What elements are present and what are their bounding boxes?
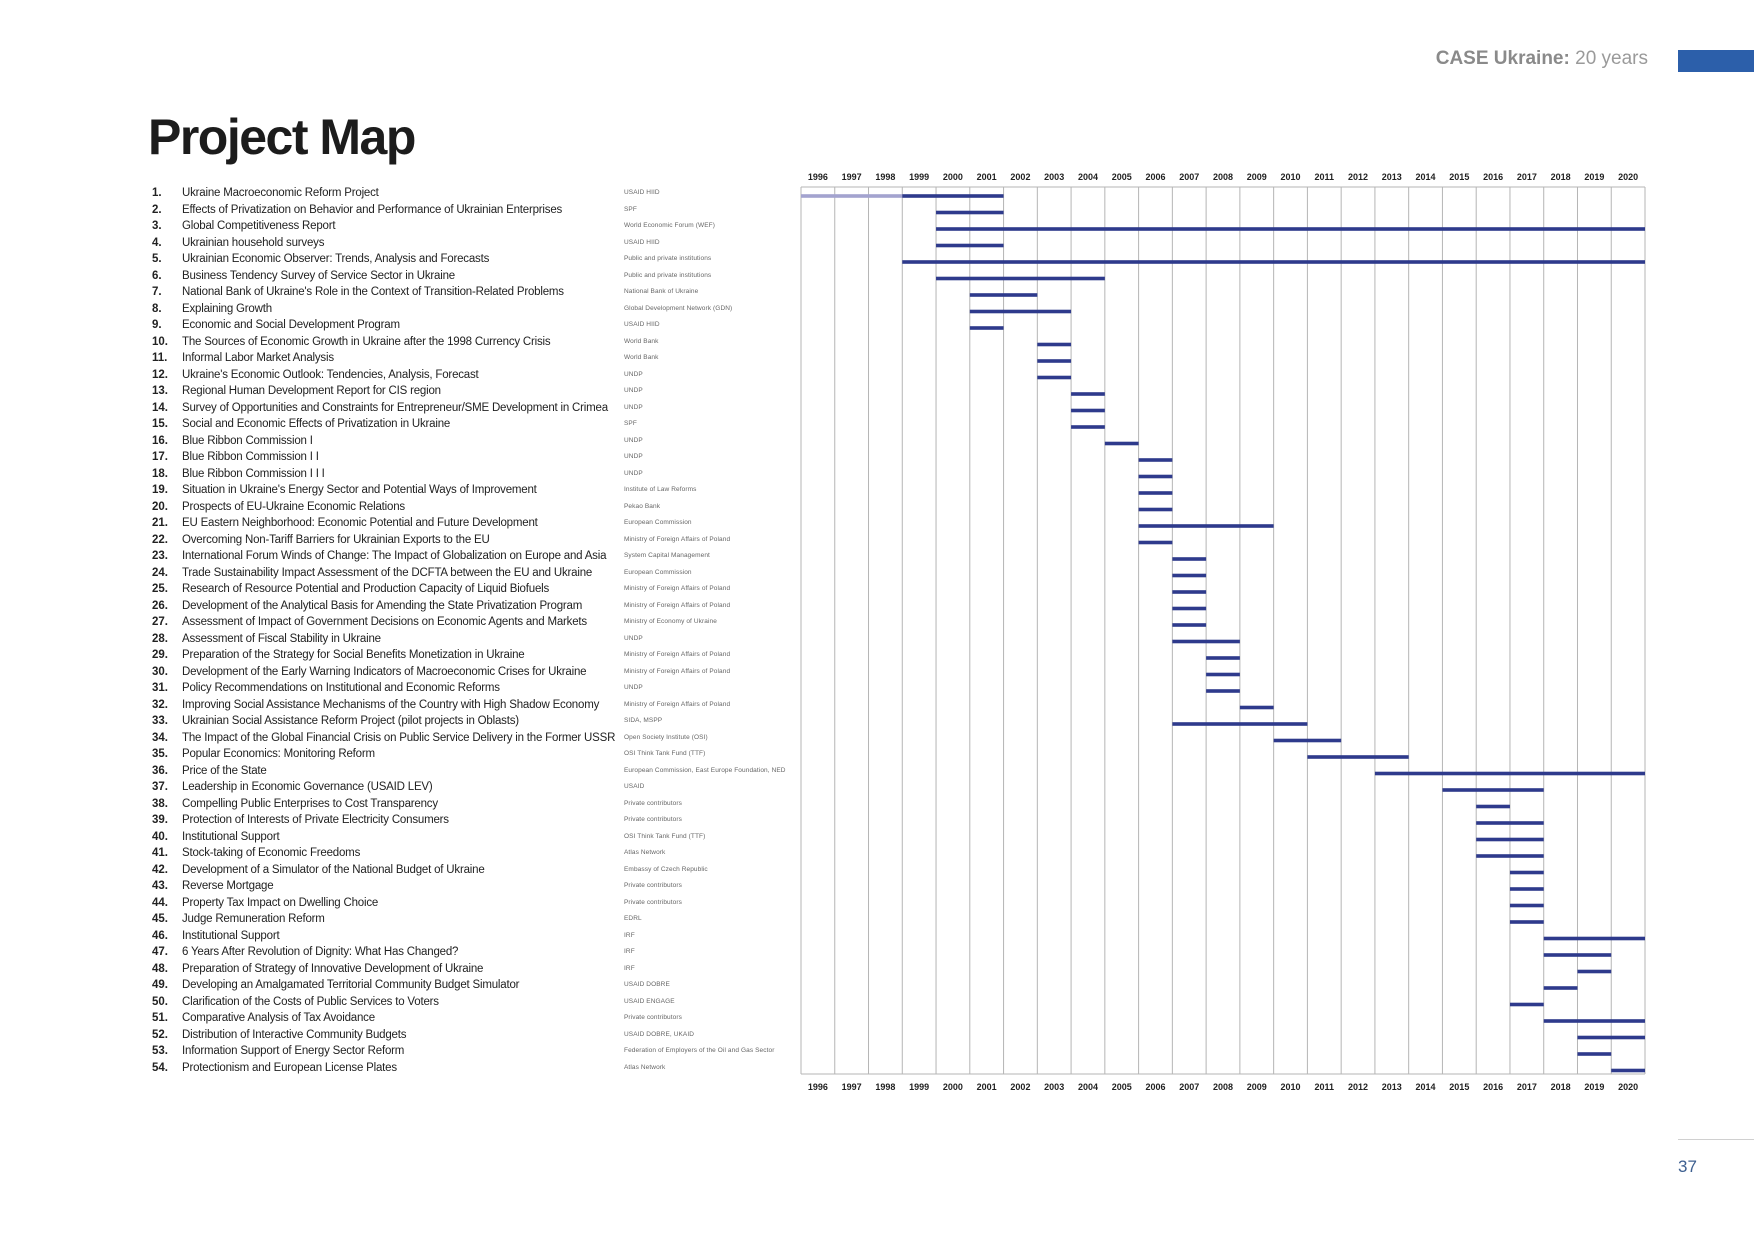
project-name: Protection of Interests of Private Electricity Consumers bbox=[182, 814, 449, 826]
gantt-bar bbox=[1375, 772, 1645, 776]
gantt-bar bbox=[1510, 1003, 1544, 1007]
project-number: 42. bbox=[152, 863, 168, 876]
project-funder: Ministry of Economy of Ukraine bbox=[624, 618, 717, 625]
project-funder: Federation of Employers of the Oil and Gas Sector bbox=[624, 1047, 775, 1054]
project-name: Protectionism and European License Plates bbox=[182, 1061, 397, 1074]
project-name: Research of Resource Potential and Production Capacity of Liquid Biofuels bbox=[182, 583, 550, 595]
project-name: Preparation of Strategy of Innovative Development of Ukraine bbox=[182, 962, 484, 975]
project-name: National Bank of Ukraine's Role in the Context of Transition-Related Problems bbox=[182, 286, 564, 298]
project-funder: European Commission bbox=[624, 568, 692, 576]
project-number: 5. bbox=[152, 253, 162, 265]
project-funder: Ministry of Foreign Affairs of Poland bbox=[624, 651, 731, 658]
project-number: 50. bbox=[152, 995, 168, 1008]
year-label-bottom: 1996 bbox=[807, 1082, 828, 1092]
project-funder: Private contributors bbox=[624, 816, 682, 823]
project-number: 16. bbox=[152, 434, 168, 447]
project-name: Prospects of EU-Ukraine Economic Relations bbox=[182, 500, 405, 513]
project-name: Overcoming Non-Tariff Barriers for Ukrainian Exports to the EU bbox=[182, 533, 490, 546]
year-label-top: 2013 bbox=[1381, 172, 1402, 182]
project-number: 34. bbox=[152, 731, 168, 744]
project-number: 28. bbox=[152, 632, 168, 645]
project-number: 29. bbox=[152, 649, 168, 661]
project-name: Trade Sustainability Impact Assessment of the DCFTA between the EU and Ukraine bbox=[182, 566, 593, 579]
year-label-top: 2010 bbox=[1280, 172, 1301, 182]
project-name: Policy Recommendations on Institutional and Economic Reforms bbox=[182, 682, 500, 694]
gantt-bar bbox=[1476, 821, 1544, 825]
year-label-top: 2005 bbox=[1111, 172, 1132, 182]
gantt-bar bbox=[1476, 805, 1510, 809]
year-label-top: 2004 bbox=[1077, 172, 1098, 182]
project-number: 24. bbox=[152, 566, 168, 579]
project-number: 17. bbox=[152, 451, 168, 463]
project-name: Business Tendency Survey of Service Sector in Ukraine bbox=[182, 269, 455, 282]
gantt-bar bbox=[1071, 425, 1105, 429]
gantt-bar bbox=[1037, 343, 1071, 347]
project-funder: OSI Think Tank Fund (TTF) bbox=[624, 750, 706, 757]
project-funder: World Economic Forum (WEF) bbox=[624, 222, 715, 229]
gantt-bar bbox=[902, 260, 1645, 264]
project-name: Development of the Early Warning Indicators of Macroeconomic Crises for Ukraine bbox=[182, 665, 587, 678]
project-name: EU Eastern Neighborhood: Economic Potential and Future Development bbox=[182, 517, 538, 529]
project-funder: SPF bbox=[624, 420, 637, 427]
project-funder: Embassy of Czech Republic bbox=[624, 865, 708, 873]
project-name: Informal Labor Market Analysis bbox=[182, 352, 334, 364]
project-number: 15. bbox=[152, 418, 168, 430]
project-name: Leadership in Economic Governance (USAID LEV) bbox=[182, 781, 433, 793]
project-funder: SIDA, MSPP bbox=[624, 717, 663, 724]
project-number: 45. bbox=[152, 913, 168, 925]
gantt-bar bbox=[1139, 524, 1274, 528]
project-name: Preparation of the Strategy for Social Benefits Monetization in Ukraine bbox=[182, 649, 525, 661]
year-label-top: 2008 bbox=[1212, 172, 1234, 182]
project-funder: European Commission, East Europe Foundation, NED bbox=[624, 766, 786, 774]
project-number: 38. bbox=[152, 797, 168, 810]
project-funder: World Bank bbox=[624, 354, 659, 361]
year-label-top: 2003 bbox=[1044, 172, 1065, 182]
project-funder: Private contributors bbox=[624, 898, 682, 906]
gantt-bar bbox=[1037, 359, 1071, 363]
gantt-bar bbox=[1510, 887, 1544, 891]
project-number: 36. bbox=[152, 764, 168, 777]
year-label-top: 2009 bbox=[1246, 172, 1267, 182]
project-funder: UNDP bbox=[624, 634, 643, 642]
project-funder: EDRL bbox=[624, 915, 642, 922]
gantt-bar bbox=[1442, 788, 1543, 792]
year-label-bottom: 2015 bbox=[1449, 1082, 1470, 1092]
project-number: 27. bbox=[152, 616, 168, 628]
gantt-bar-early bbox=[801, 194, 902, 198]
gantt-bar bbox=[1139, 458, 1173, 462]
project-funder: UNDP bbox=[624, 370, 643, 378]
project-number: 3. bbox=[152, 220, 162, 232]
project-name: Compelling Public Enterprises to Cost Transparency bbox=[182, 797, 438, 810]
project-funder: System Capital Management bbox=[624, 552, 710, 559]
gantt-bar bbox=[1240, 706, 1274, 710]
project-name: Clarification of the Costs of Public Services to Voters bbox=[182, 995, 439, 1008]
year-label-top: 2020 bbox=[1618, 172, 1639, 182]
gantt-bar bbox=[1544, 1019, 1645, 1023]
year-label-top: 1998 bbox=[875, 172, 896, 182]
gantt-bar bbox=[1172, 557, 1206, 561]
gantt-bar bbox=[1172, 722, 1307, 726]
project-number: 22. bbox=[152, 533, 168, 546]
year-label-bottom: 2000 bbox=[942, 1082, 963, 1092]
project-funder: Ministry of Foreign Affairs of Poland bbox=[624, 601, 731, 609]
project-number: 52. bbox=[152, 1028, 168, 1041]
year-label-bottom: 2013 bbox=[1381, 1082, 1402, 1092]
project-number: 35. bbox=[152, 748, 168, 760]
project-funder: Atlas Network bbox=[624, 1063, 666, 1071]
gantt-bar bbox=[1577, 1036, 1645, 1040]
gantt-bar bbox=[1544, 986, 1578, 990]
year-label-bottom: 2003 bbox=[1044, 1082, 1065, 1092]
gantt-bar bbox=[1037, 376, 1071, 380]
gantt-bar bbox=[1307, 755, 1408, 759]
gantt-bar bbox=[1476, 838, 1544, 842]
gantt-bar bbox=[970, 310, 1071, 314]
project-number: 54. bbox=[152, 1061, 168, 1074]
year-label-bottom: 2019 bbox=[1584, 1082, 1605, 1092]
gantt-bar bbox=[936, 277, 1105, 281]
project-funder: USAID HIID bbox=[624, 238, 660, 246]
project-number: 41. bbox=[152, 847, 168, 859]
project-name: Blue Ribbon Commission I bbox=[182, 434, 313, 447]
project-funder: IRF bbox=[624, 964, 635, 972]
project-number: 14. bbox=[152, 401, 168, 414]
project-name: Survey of Opportunities and Constraints for Entrepreneur/SME Development in Crimea bbox=[182, 401, 608, 414]
gantt-bar bbox=[1172, 574, 1206, 578]
project-funder: National Bank of Ukraine bbox=[624, 288, 699, 295]
project-number: 21. bbox=[152, 517, 168, 529]
project-number: 32. bbox=[152, 698, 168, 711]
project-funder: Private contributors bbox=[624, 1014, 682, 1021]
project-funder: Ministry of Foreign Affairs of Poland bbox=[624, 585, 731, 592]
project-number: 30. bbox=[152, 665, 168, 678]
year-label-top: 2006 bbox=[1145, 172, 1166, 182]
project-name: Distribution of Interactive Community Budgets bbox=[182, 1028, 407, 1041]
year-label-top: 2014 bbox=[1415, 172, 1436, 182]
project-name: Development of a Simulator of the National Budget of Ukraine bbox=[182, 863, 485, 876]
project-funder: UNDP bbox=[624, 453, 643, 460]
gantt-bar bbox=[1206, 689, 1240, 693]
gantt-bar bbox=[1206, 656, 1240, 660]
gantt-bar bbox=[1611, 1069, 1645, 1073]
project-name: Developing an Amalgamated Territorial Community Budget Simulator bbox=[182, 979, 520, 991]
project-name: Global Competitiveness Report bbox=[182, 220, 336, 232]
project-funder: UNDP bbox=[624, 436, 643, 444]
project-funder: USAID ENGAGE bbox=[624, 997, 675, 1005]
project-name: International Forum Winds of Change: The Impact of Globalization on Europe and Asia bbox=[182, 550, 607, 562]
project-number: 4. bbox=[152, 236, 162, 249]
year-label-bottom: 2005 bbox=[1111, 1082, 1132, 1092]
project-funder: World Bank bbox=[624, 337, 659, 345]
project-funder: Public and private institutions bbox=[624, 271, 712, 279]
project-name: Popular Economics: Monitoring Reform bbox=[182, 748, 375, 760]
project-number: 23. bbox=[152, 550, 168, 562]
project-name: Stock-taking of Economic Freedoms bbox=[182, 847, 361, 859]
year-label-bottom: 2018 bbox=[1550, 1082, 1571, 1092]
project-funder: Public and private institutions bbox=[624, 255, 712, 262]
year-label-bottom: 2002 bbox=[1010, 1082, 1031, 1092]
project-number: 31. bbox=[152, 682, 168, 694]
gantt-bar bbox=[1476, 854, 1544, 858]
project-funder: Global Development Network (GDN) bbox=[624, 304, 733, 312]
year-label-top: 2001 bbox=[976, 172, 997, 182]
project-name: Reverse Mortgage bbox=[182, 880, 274, 892]
project-number: 39. bbox=[152, 814, 168, 826]
gantt-bar bbox=[1071, 409, 1105, 413]
project-name: Institutional Support bbox=[182, 929, 280, 942]
year-label-top: 2007 bbox=[1179, 172, 1200, 182]
project-funder: Private contributors bbox=[624, 882, 682, 889]
project-number: 44. bbox=[152, 896, 168, 909]
year-label-top: 1996 bbox=[807, 172, 828, 182]
project-name: The Impact of the Global Financial Crisis on Public Service Delivery in the Former USSR bbox=[182, 731, 616, 744]
gantt-bar bbox=[1510, 904, 1544, 908]
project-funder: Ministry of Foreign Affairs of Poland bbox=[624, 667, 731, 675]
gantt-bar bbox=[970, 326, 1004, 330]
header-brand-bold: CASE Ukraine: bbox=[1435, 48, 1570, 69]
year-label-top: 2000 bbox=[942, 172, 963, 182]
project-number: 18. bbox=[152, 467, 168, 480]
gantt-bar bbox=[1510, 920, 1544, 924]
project-number: 25. bbox=[152, 583, 168, 595]
project-funder: European Commission bbox=[624, 519, 692, 526]
project-funder: UNDP bbox=[624, 387, 643, 394]
gantt-bar bbox=[970, 293, 1038, 297]
project-number: 10. bbox=[152, 335, 168, 348]
project-funder: USAID DOBRE bbox=[624, 981, 670, 988]
project-number: 8. bbox=[152, 302, 162, 315]
gantt-bar bbox=[1544, 953, 1612, 957]
project-funder: UNDP bbox=[624, 684, 643, 691]
project-name: Price of the State bbox=[182, 764, 267, 777]
project-number: 48. bbox=[152, 962, 168, 975]
project-name: Assessment of Fiscal Stability in Ukraine bbox=[182, 632, 381, 645]
year-label-bottom: 2012 bbox=[1348, 1082, 1369, 1092]
gantt-bar bbox=[1139, 508, 1173, 512]
gantt-bar bbox=[1172, 623, 1206, 627]
project-name: Ukrainian Social Assistance Reform Project (pilot projects in Oblasts) bbox=[182, 715, 519, 727]
project-number: 20. bbox=[152, 500, 168, 513]
gantt-bar bbox=[1172, 607, 1206, 611]
project-funder: Atlas Network bbox=[624, 849, 666, 856]
project-name: Ukraine Macroeconomic Reform Project bbox=[182, 187, 379, 199]
project-name: Development of the Analytical Basis for Amending the State Privatization Program bbox=[182, 599, 583, 612]
year-label-bottom: 2008 bbox=[1212, 1082, 1234, 1092]
gantt-bar bbox=[1139, 541, 1173, 545]
page-title: Project Map bbox=[148, 109, 415, 165]
year-label-bottom: 1998 bbox=[875, 1082, 896, 1092]
project-number: 1. bbox=[152, 187, 162, 199]
project-funder: Private contributors bbox=[624, 799, 682, 807]
project-funder: Pekao Bank bbox=[624, 502, 661, 510]
year-label-top: 2017 bbox=[1516, 172, 1537, 182]
project-name: Ukrainian Economic Observer: Trends, Analysis and Forecasts bbox=[182, 253, 490, 265]
project-name: Comparative Analysis of Tax Avoidance bbox=[182, 1012, 375, 1024]
gantt-bar bbox=[1577, 970, 1611, 974]
project-funder: OSI Think Tank Fund (TTF) bbox=[624, 832, 706, 840]
project-funder: UNDP bbox=[624, 469, 643, 477]
project-number: 43. bbox=[152, 880, 168, 892]
year-label-bottom: 1997 bbox=[841, 1082, 862, 1092]
project-funder: IRF bbox=[624, 948, 635, 955]
year-label-top: 2019 bbox=[1584, 172, 1605, 182]
project-number: 26. bbox=[152, 599, 168, 612]
project-number: 40. bbox=[152, 830, 168, 843]
gantt-bar bbox=[1105, 442, 1139, 446]
project-name: Explaining Growth bbox=[182, 302, 272, 315]
year-label-top: 1999 bbox=[909, 172, 930, 182]
project-funder: USAID HIID bbox=[624, 321, 660, 328]
project-funder: Institute of Law Reforms bbox=[624, 486, 697, 493]
gantt-bar bbox=[1510, 871, 1544, 875]
year-label-bottom: 2001 bbox=[976, 1082, 997, 1092]
gantt-bar bbox=[936, 211, 1004, 215]
project-funder: USAID bbox=[624, 783, 645, 790]
year-label-bottom: 2004 bbox=[1077, 1082, 1098, 1092]
project-number: 11. bbox=[152, 352, 168, 364]
year-label-bottom: 2010 bbox=[1280, 1082, 1301, 1092]
gantt-bar bbox=[1139, 475, 1173, 479]
gantt-bar bbox=[902, 194, 1003, 198]
year-label-top: 2015 bbox=[1449, 172, 1470, 182]
year-label-bottom: 2007 bbox=[1179, 1082, 1200, 1092]
project-name: Blue Ribbon Commission I I I bbox=[182, 467, 325, 480]
project-name: The Sources of Economic Growth in Ukraine after the 1998 Currency Crisis bbox=[182, 335, 551, 348]
project-number: 46. bbox=[152, 929, 168, 942]
year-label-top: 2016 bbox=[1483, 172, 1504, 182]
year-label-bottom: 2020 bbox=[1618, 1082, 1639, 1092]
year-label-top: 2018 bbox=[1550, 172, 1571, 182]
year-label-bottom: 2006 bbox=[1145, 1082, 1166, 1092]
project-name: Judge Remuneration Reform bbox=[182, 913, 325, 925]
year-label-bottom: 1999 bbox=[909, 1082, 930, 1092]
project-name: Ukrainian household surveys bbox=[182, 236, 325, 249]
project-funder: IRF bbox=[624, 931, 635, 939]
project-name: 6 Years After Revolution of Dignity: What Has Changed? bbox=[182, 946, 459, 958]
gantt-bar bbox=[1274, 739, 1342, 743]
project-name: Effects of Privatization on Behavior and Performance of Ukrainian Enterprises bbox=[182, 203, 563, 216]
project-funder: USAID DOBRE, UKAID bbox=[624, 1030, 695, 1038]
year-label-bottom: 2017 bbox=[1516, 1082, 1537, 1092]
project-name: Economic and Social Development Program bbox=[182, 319, 400, 331]
header-brand-light: 20 years bbox=[1575, 48, 1648, 69]
project-number: 6. bbox=[152, 269, 162, 282]
gantt-bar bbox=[936, 227, 1645, 231]
project-number: 47. bbox=[152, 946, 168, 958]
project-funder: SPF bbox=[624, 205, 637, 213]
project-name: Assessment of Impact of Government Decisions on Economic Agents and Markets bbox=[182, 616, 587, 628]
year-label-top: 2002 bbox=[1010, 172, 1031, 182]
gantt-bar bbox=[1071, 392, 1105, 396]
project-number: 37. bbox=[152, 781, 168, 793]
year-label-top: 2011 bbox=[1314, 172, 1335, 182]
project-number: 13. bbox=[152, 385, 168, 397]
year-label-bottom: 2016 bbox=[1483, 1082, 1504, 1092]
project-number: 7. bbox=[152, 286, 162, 298]
project-name: Improving Social Assistance Mechanisms of the Country with High Shadow Economy bbox=[182, 698, 600, 711]
project-name: Regional Human Development Report for CIS region bbox=[182, 385, 441, 397]
year-label-top: 1997 bbox=[841, 172, 862, 182]
project-name: Social and Economic Effects of Privatization in Ukraine bbox=[182, 418, 451, 430]
gantt-bar bbox=[1544, 937, 1645, 941]
project-name: Property Tax Impact on Dwelling Choice bbox=[182, 896, 379, 909]
gantt-bar bbox=[1206, 673, 1240, 677]
project-name: Ukraine's Economic Outlook: Tendencies, Analysis, Forecast bbox=[182, 368, 479, 381]
year-label-bottom: 2014 bbox=[1415, 1082, 1436, 1092]
project-name: Blue Ribbon Commission I I bbox=[182, 451, 319, 463]
project-number: 12. bbox=[152, 368, 168, 381]
project-funder: UNDP bbox=[624, 403, 643, 411]
project-name: Situation in Ukraine's Energy Sector and Potential Ways of Improvement bbox=[182, 484, 537, 496]
footer-divider bbox=[1678, 1139, 1754, 1140]
gantt-bar bbox=[1172, 590, 1206, 594]
year-label-bottom: 2011 bbox=[1314, 1082, 1335, 1092]
project-number: 9. bbox=[152, 319, 162, 331]
project-funder: Ministry of Foreign Affairs of Poland bbox=[624, 535, 731, 543]
project-name: Institutional Support bbox=[182, 830, 280, 843]
project-number: 49. bbox=[152, 979, 168, 991]
gantt-bar bbox=[936, 244, 1004, 248]
project-funder: Ministry of Foreign Affairs of Poland bbox=[624, 700, 731, 708]
gantt-bar bbox=[1139, 491, 1173, 495]
project-number: 51. bbox=[152, 1012, 168, 1024]
project-name: Information Support of Energy Sector Reform bbox=[182, 1045, 405, 1057]
year-label-top: 2012 bbox=[1348, 172, 1369, 182]
project-funder: Open Society Institute (OSI) bbox=[624, 733, 708, 741]
project-funder: USAID HIID bbox=[624, 189, 660, 196]
gantt-bar bbox=[1577, 1052, 1611, 1056]
project-number: 33. bbox=[152, 715, 168, 727]
gantt-bar bbox=[1172, 640, 1240, 644]
project-number: 19. bbox=[152, 484, 168, 496]
project-number: 53. bbox=[152, 1045, 168, 1057]
page-number: 37 bbox=[1678, 1157, 1697, 1176]
year-label-bottom: 2009 bbox=[1246, 1082, 1267, 1092]
project-number: 2. bbox=[152, 203, 162, 216]
